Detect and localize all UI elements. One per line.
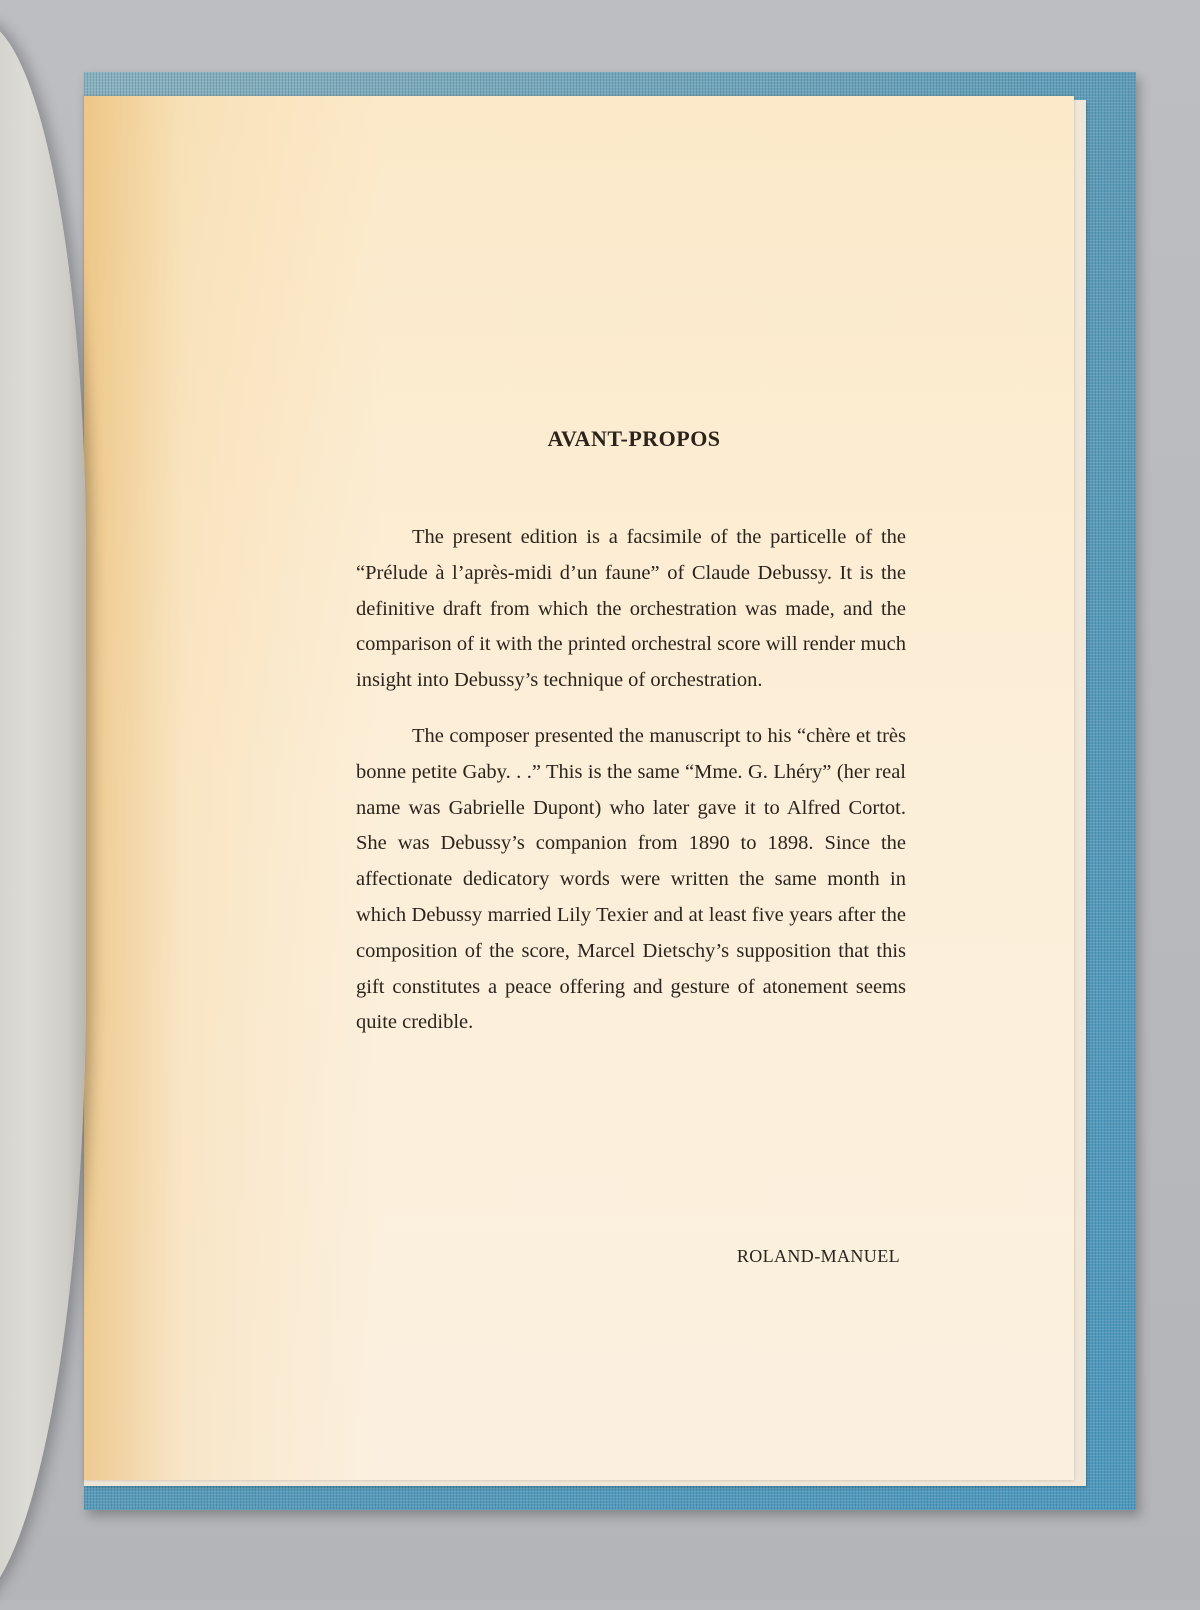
body-text (356, 520, 906, 1061)
author-signature: ROLAND-MANUEL (736, 1246, 900, 1266)
paragraph-1: The present edition is a facsimile of the particelle of the “Prélude à l’après-midi d’un faune” of Claude Debussy. It is the definitive draft from which the orchestration was made, and the comparison of it with the printed orchestral score will render much insight into Debussy’s technique of orchestration. (356, 526, 906, 692)
book-page (84, 96, 1074, 1480)
paragraph-2: The composer presented the manuscript to his “chère et très bonne petite Gaby. . .” This is the same “Mme. G. Lhéry” (her real name was Gabrielle Dupont) who later gave it to Alfred Cortot. She was Debussy’s companion from 1890 to 1898. Since the affectionate dedicatory words were written the same month in which Debussy married Lily Texier and at least five years after the composition of the score, Marcel Dietschy’s supposition that this gift constitutes a peace offering and gesture of atonement seems quite credible. (356, 724, 906, 1034)
page-title: AVANT-PROPOS (547, 426, 721, 451)
